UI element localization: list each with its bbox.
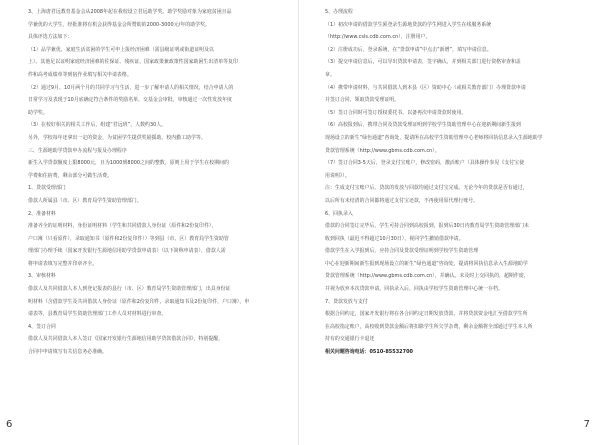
text-line: 中心在迎新期间新生报到现场设立的新生“绿色通道”咨询处，提请将回执信息录入生源地助学 (325, 260, 528, 267)
left-page (0, 0, 299, 445)
text-line: 借款的合同签订完毕后，学生可持合同到高校报到，报到后30日内教育局学生资助管理部门未 (325, 223, 529, 230)
text-line: 贷款管理系统（http://www.gbms.cdb.com.cn），并确认。未及时上交回执的，超期作废， (325, 273, 529, 280)
text-line: 并签订合同，领取贷款受理证明。 (325, 97, 400, 104)
subheading: 4、签订合同 (28, 323, 56, 330)
text-line: （3）提交申请信息后，可以导出贷款申请表，签字确认，并到相关部门进行资格审查和盖 (325, 59, 521, 66)
text-line: 明材料（含借款学生及共同借款人身份证（原件和2份复印件，录取通知书及2份复印件，户口簿），申 (28, 298, 250, 305)
text-line: （4）携带申请材料，与共同借款人到本县（区）资助中心（或相关教育部门）办理贷款申请 (325, 84, 526, 91)
text-line: 户口簿（只看原件），录取通知书（原件和2份复印件））等到县（市、区）教育局学生资助管 (28, 235, 229, 242)
text-line: 请表等，县教育局学生资助管理部门工作人员对材料进行审查。 (28, 311, 167, 318)
text-line: 件和高考成绩单等到宿作业填写相关申请表格。 (28, 71, 132, 78)
subheading: 6、回执录入 (325, 210, 353, 217)
text-line: 并视为放弃本次贷款申请。回执录入后，回执由学校学生资助管理中心统一存档。 (325, 286, 503, 293)
text-line: 理部门办理手续（国家开发银行生源地信用助学贷款申请表）（以下简称申请表），借款人需 (28, 248, 226, 255)
text-line: 助学奖。 (28, 109, 48, 116)
text-line: 现场设立的新生“绿色通道”咨询处，提请所在高校学生资助管理中心老师将回执信息录入生源地助学 (325, 134, 543, 141)
text-line: 借款人所属县（市、区）教育局学生资助管理部门。 (28, 197, 142, 204)
subheading: 1、贷款受理部门 (28, 185, 66, 192)
page-number-left: 6 (6, 419, 13, 430)
text-line: 章。 (325, 71, 335, 78)
section-heading: 三、生源地助学贷款申办流程与报及办理程序 (28, 147, 127, 154)
text-line: 具体评选方法如下： (28, 34, 73, 41)
text-line: （2）注册成功后，登录系统，在“贷款申请”中点击“新增”，填写申请信息。 (325, 46, 492, 53)
text-line: 借款人及共同借款人本人签订《国家开发银行生源地信用助学贷款借款合同》，特别提醒， (28, 336, 224, 343)
text-line: 将申请表填写完整并印章齐全。 (28, 260, 98, 267)
text-line: 借款人及共同借款人本人到登记报表的县行（市、区）教育局学生资助管理部门，出具身份证 (28, 286, 231, 293)
text-line: 另外，学校每年还拿出一定的资金，为贫困学生提供奖励援助、校内勤工助学等。 (28, 134, 206, 141)
text-line: 新生入学贷款额度上限8000元，且为1000到8000之间的整数，原则上用于学生在校期间的 (28, 160, 229, 167)
text-line: 学费和住宿费，剩余部分可做生活费。 (28, 172, 112, 179)
text-line: 持有的交通银行卡退还 (325, 336, 375, 343)
text-line: （2）通过9月、10月两个月的共同学习与生活，进一步了解申请人的相关情况，结合申请人的 (28, 84, 234, 91)
text-line: 贷款管理系统（http://www.gbms.cdb.com.cn）。 (325, 147, 440, 154)
page-number-right: 7 (583, 419, 590, 430)
right-page-text (325, 6, 580, 359)
text-line: 合同中申请填写有关信息务必准确。 (28, 349, 108, 356)
text-line: 注：生成支付宝账户后，贷款的发放与回款均通过支付宝完成。无论今年的贷款是否有通过， (325, 185, 528, 192)
text-line: 借款学生在入学报到后，应持合同及贷款受理证明到学校学生资助管理 (325, 248, 479, 255)
text-line: 在高校指定账户，高校收到贷款金额后将扣除学生所欠学杂费，剩余金额将全部通过学生本人所 (325, 323, 533, 330)
text-line: （5）签订合同时可签订授权委托书，以备再次申请贷款时使用。 (325, 109, 467, 116)
subheading: 5、办理流程 (325, 9, 353, 15)
text-line: （1）品学兼优、家庭生活贫困的学生可申上报经济困难（需县级证明或街道证明及以 (28, 46, 214, 53)
text-line: 收到回执（最迟不得超过10月30日），视同学生撤销借款申请。 (325, 235, 464, 242)
text-line: 3、上海唐君远教育基金会从2008年起在我校设立君远助学奖。助学奖励对象为家庭贫困且品 (28, 9, 232, 15)
contact-phone: 相关问题咨询电话：0510-85532700 (325, 349, 413, 356)
text-line: 准备齐全的证明材料，身份证明材料（学生和共同借款人身份证（原件和2份复印件）， (28, 223, 217, 230)
text-line: 上）、其他足以证明家庭经济困难的佐保证、残疾证、国家政策兼政策性国家助困生出清单等复印 (28, 59, 238, 66)
text-line: 用说明》）。 (325, 172, 350, 179)
text-line: 日常学习及表现于10月底确定符合条件的奖励名单，交基金会审批，审核通过一次性发放年度 (28, 97, 232, 104)
text-line: （http://www.csls.cdb.com.cn），注册用户。 (325, 34, 431, 41)
right-page (302, 0, 600, 445)
text-line: 学兼优的大学生，经批准将有机会获得基金会所赞助的2000-3000元/年的助学奖。 (28, 21, 210, 28)
text-line: 根据合同约定，国家开发银行将在各合同约定日期发放贷款，并将贷款资金电汇至借款学生所 (325, 311, 528, 318)
subheading: 3、审核材料 (28, 273, 56, 280)
subheading: 7、贷款发放与支付 (325, 298, 368, 305)
subheading: 2、准备材料 (28, 210, 56, 217)
left-page-text (28, 6, 283, 359)
text-line: （7）签订合同3-5天后，登录支付宝账户，修改密码，激活账户（具体操作参见《支付宝使 (325, 160, 525, 167)
text-line: （1）初次申请的借款学生须登录生源地贷款的学生网进入学生在线服务系统 (325, 21, 492, 28)
text-line: （3）在校好相关的相关工作后，组建“君远班”，人数约30人。 (28, 122, 167, 129)
text-line: （6）高校报到后，携带合同及贷款受理证明到学校学生资助管理中心在迎新期间新生报到 (325, 122, 521, 129)
text-line: 以后所有未结清的合同都将通过支付宝还款，不再使用原代理行账号。 (325, 197, 479, 204)
